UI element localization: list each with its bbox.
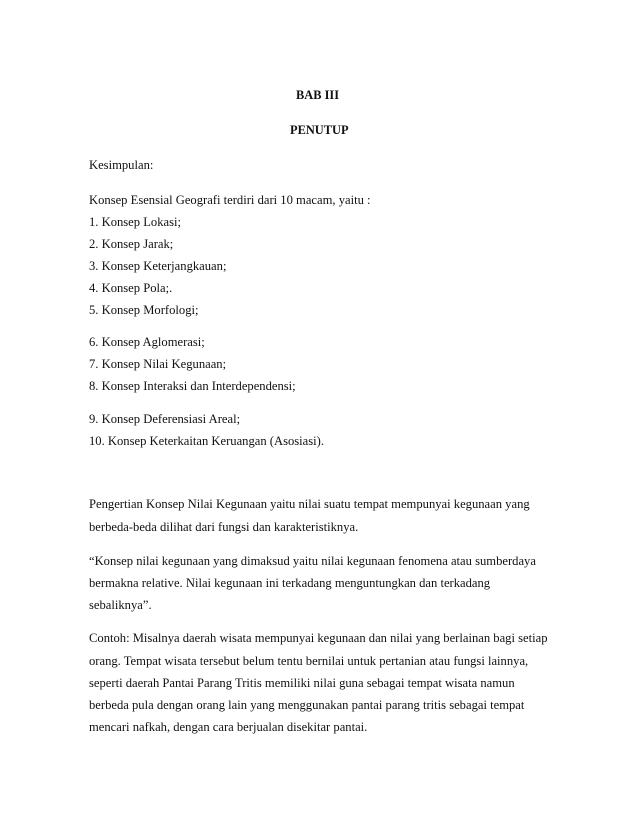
paragraph-line: seperti daerah Pantai Parang Tritis memiliki nilai guna sebagai tempat wisata namun bbox=[89, 676, 515, 690]
concept-item: 1. Konsep Lokasi; bbox=[89, 215, 181, 229]
paragraph-line: orang. Tempat wisata tersebut belum tentu bernilai untuk pertanian atau fungsi lainnya, bbox=[89, 654, 529, 668]
concept-item: 6. Konsep Aglomerasi; bbox=[89, 335, 205, 349]
paragraph-line: mencari nafkah, dengan cara berjualan disekitar pantai. bbox=[89, 720, 368, 734]
concept-item: 8. Konsep Interaksi dan Interdependensi; bbox=[89, 379, 296, 393]
paragraph-line: sebaliknya”. bbox=[89, 598, 152, 612]
conclusion-label: Kesimpulan: bbox=[89, 158, 154, 172]
chapter-heading: BAB III bbox=[296, 88, 340, 102]
chapter-title: PENUTUP bbox=[290, 123, 349, 137]
concept-item: 5. Konsep Morfologi; bbox=[89, 303, 199, 317]
paragraph-line: Pengertian Konsep Nilai Kegunaan yaitu nilai suatu tempat mempunyai kegunaan yang bbox=[89, 497, 530, 511]
concept-item: 2. Konsep Jarak; bbox=[89, 237, 174, 251]
paragraph-line: berbeda-beda dilihat dari fungsi dan karakteristiknya. bbox=[89, 520, 359, 534]
paragraph-line: “Konsep nilai kegunaan yang dimaksud yaitu nilai kegunaan fenomena atau sumberdaya bbox=[89, 554, 536, 568]
paragraph-line: bermakna relative. Nilai kegunaan ini terkadang menguntungkan dan terkadang bbox=[89, 576, 491, 590]
concept-item: 7. Konsep Nilai Kegunaan; bbox=[89, 357, 227, 371]
concept-item: 3. Konsep Keterjangkauan; bbox=[89, 259, 227, 273]
paragraph-line: berbeda pula dengan orang lain yang menggunakan pantai parang tritis sebagai tempat bbox=[89, 698, 525, 712]
concept-item: 9. Konsep Deferensiasi Areal; bbox=[89, 412, 241, 426]
concept-item: 10. Konsep Keterkaitan Keruangan (Asosiasi). bbox=[89, 434, 325, 448]
concepts-intro: Konsep Esensial Geografi terdiri dari 10 macam, yaitu : bbox=[89, 193, 371, 207]
paragraph-line: Contoh: Misalnya daerah wisata mempunyai kegunaan dan nilai yang berlainan bagi setiap bbox=[89, 631, 548, 645]
concept-item: 4. Konsep Pola;. bbox=[89, 281, 173, 295]
